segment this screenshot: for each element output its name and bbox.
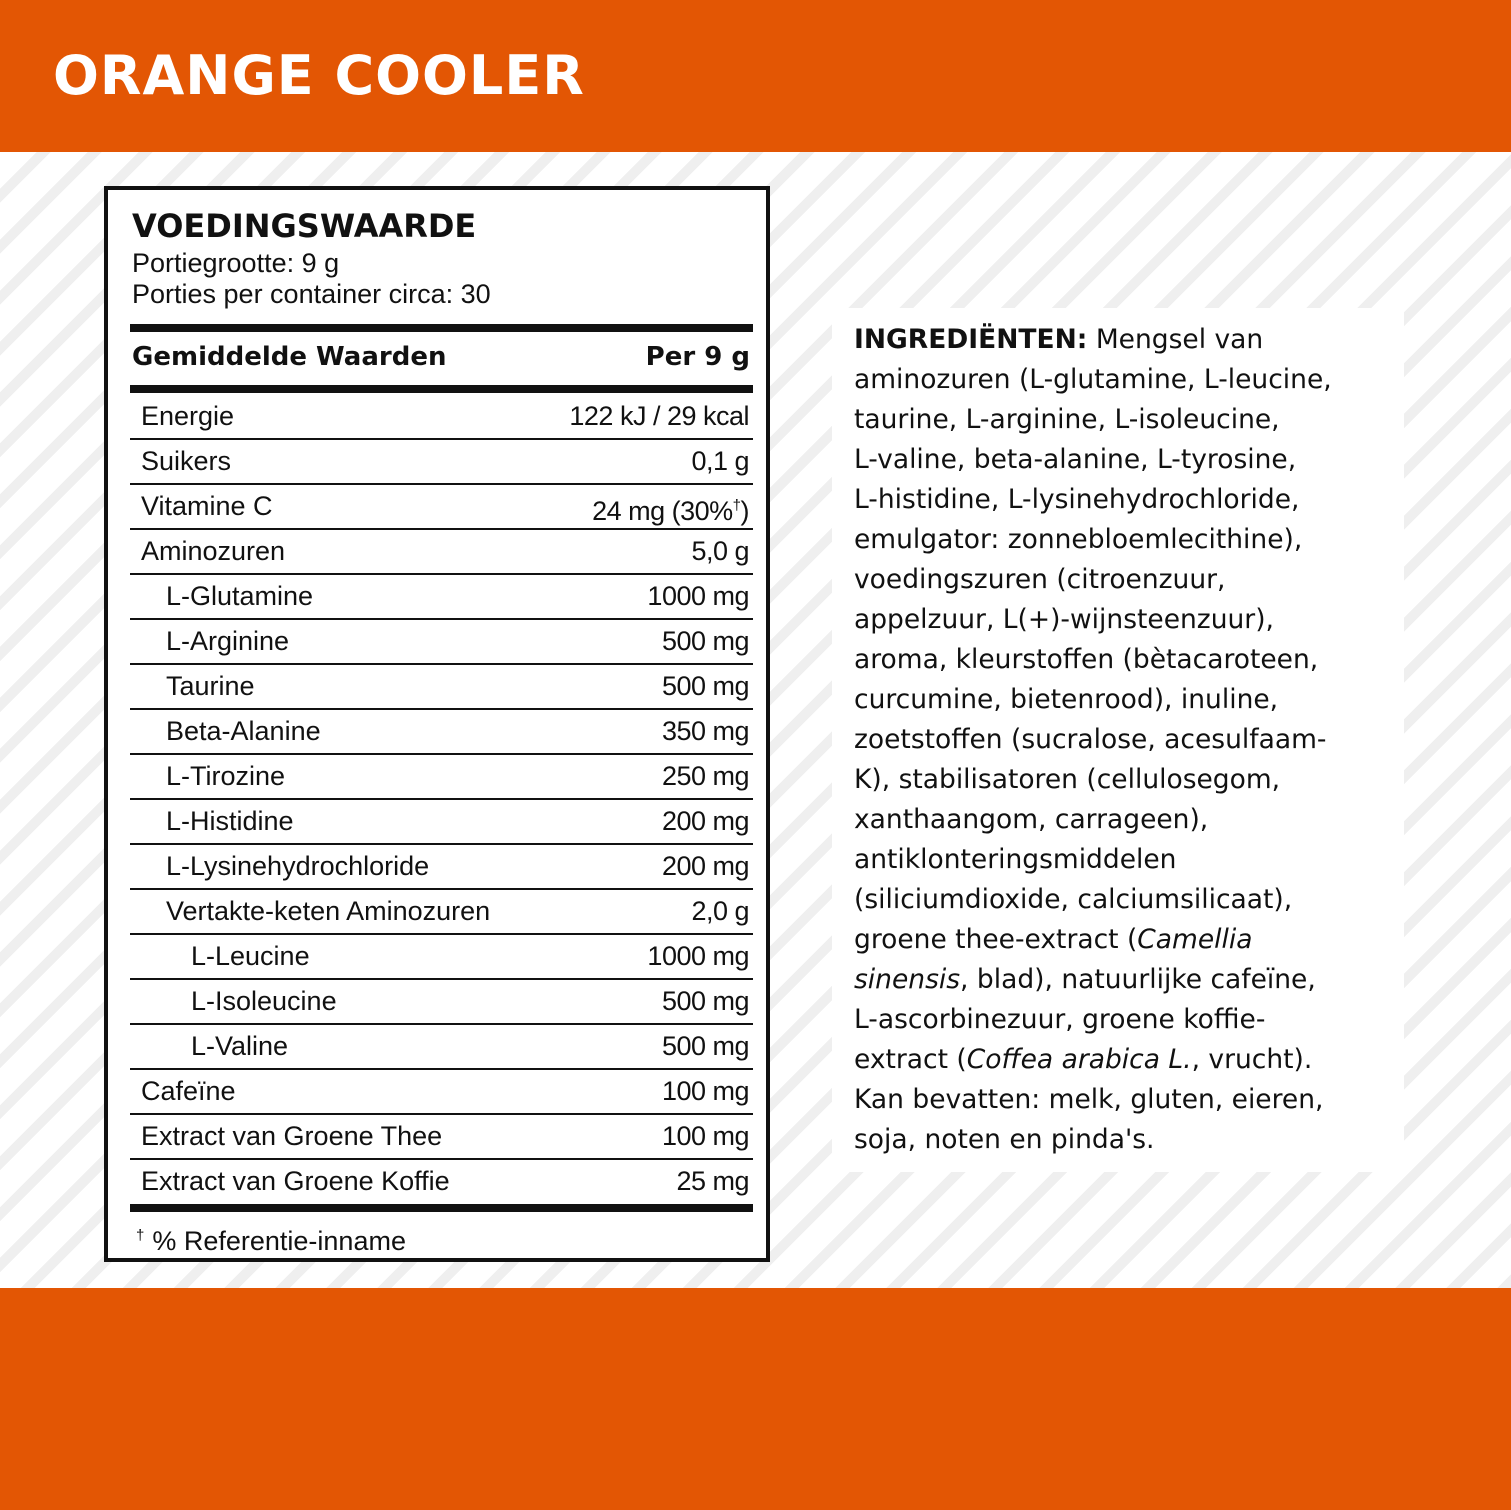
nutrient-value: 122 kJ / 29 kcal <box>569 401 749 431</box>
nutrient-value: 0,1 g <box>691 446 749 476</box>
nutrient-name: Vertakte-keten Aminozuren <box>166 896 491 926</box>
nutrient-value: 1000 mg <box>647 941 749 971</box>
ingredients-line: curcumine, bietenrood), inuline, <box>854 684 1279 715</box>
footnote <box>136 1218 406 1259</box>
nutrition-row <box>130 620 753 665</box>
footer-band <box>0 1288 1511 1510</box>
ingredients-line: voedingszuren (citroenzuur, <box>854 564 1226 595</box>
nutrition-row <box>130 710 753 755</box>
nutrition-row <box>130 530 753 575</box>
nutrient-name: L-Histidine <box>166 806 294 836</box>
nutrition-row <box>130 1115 753 1160</box>
nutrient-name: L-Valine <box>191 1031 289 1061</box>
nutrient-value: 2,0 g <box>691 896 749 926</box>
nutrient-name: Energie <box>141 401 235 431</box>
nutrition-row <box>130 440 753 485</box>
nutrient-name: Beta-Alanine <box>166 716 321 746</box>
dagger-mark: † <box>136 1227 145 1244</box>
nutrient-name: Cafeïne <box>141 1076 236 1106</box>
ingredients-fragment: Mengsel van <box>1087 324 1264 355</box>
nutrition-rows <box>130 395 753 1203</box>
ingredients-line: L-valine, beta-alanine, L-tyrosine, <box>854 444 1297 475</box>
nutrition-title: VOEDINGSWAARDE <box>132 207 477 245</box>
column-header-right: Per 9 g <box>645 342 750 372</box>
ingredients-fragment: groene thee-extract ( <box>854 924 1138 955</box>
nutrient-value: 250 mg <box>661 761 749 791</box>
nutrient-name: L-Lysinehydrochloride <box>166 851 430 881</box>
ingredients-line: (siliciumdioxide, calciumsilicaat), <box>854 884 1293 915</box>
ingredients-latin-name: sinensis <box>854 964 961 995</box>
nutrient-value: 24 mg (30%†) <box>592 496 749 526</box>
nutrient-value: 500 mg <box>661 1031 749 1061</box>
nutrient-value: 25 mg <box>676 1166 749 1196</box>
ingredients-line: zoetstoffen (sucralose, acesulfaam- <box>854 724 1327 755</box>
ingredients-line: L-ascorbinezuur, groene koffie- <box>854 1004 1266 1035</box>
ingredients-line <box>854 960 1394 1000</box>
column-header-left: Gemiddelde Waarden <box>132 342 447 372</box>
nutrient-value: 500 mg <box>661 986 749 1016</box>
divider-thick <box>130 1204 753 1212</box>
ingredients-line: soja, noten en pinda's. <box>854 1124 1155 1155</box>
ingredients-fragment: , blad), natuurlijke cafeïne, <box>960 964 1316 995</box>
ingredients-line: appelzuur, L(+)-wijnsteenzuur), <box>854 604 1274 635</box>
ingredients-line: taurine, L-arginine, L-isoleucine, <box>854 404 1280 435</box>
ingredients-line: xanthaangom, carrageen), <box>854 804 1209 835</box>
serving-size: Portiegrootte: 9 g <box>132 248 340 278</box>
nutrition-row <box>130 1025 753 1070</box>
nutrient-name: L-Arginine <box>166 626 290 656</box>
footnote-text: % Referentie-inname <box>152 1226 406 1256</box>
nutrient-name: L-Tirozine <box>166 761 286 791</box>
ingredients-line: aminozuren (L-glutamine, L-leucine, <box>854 364 1332 395</box>
ingredients-fragment: extract ( <box>854 1044 967 1075</box>
nutrient-value: 500 mg <box>661 671 749 701</box>
nutrient-name: L-Isoleucine <box>191 986 337 1016</box>
ingredients-line: Kan bevatten: melk, gluten, eieren, <box>854 1084 1324 1115</box>
nutrient-value: 100 mg <box>661 1121 749 1151</box>
product-title: ORANGE COOLER <box>53 44 585 107</box>
nutrient-name: Vitamine C <box>141 491 273 521</box>
nutrition-row <box>130 845 753 890</box>
nutrition-column-header <box>132 337 750 377</box>
nutrient-name: Extract van Groene Thee <box>141 1121 443 1151</box>
nutrient-name: L-Leucine <box>191 941 310 971</box>
nutrient-name: Taurine <box>166 671 255 701</box>
ingredients-line: antiklonteringsmiddelen <box>854 844 1177 875</box>
divider-thick <box>130 385 753 393</box>
divider-thick <box>130 324 753 332</box>
nutrition-row <box>130 890 753 935</box>
nutrition-row <box>130 665 753 710</box>
nutrient-name: Aminozuren <box>141 536 286 566</box>
ingredients-line <box>854 1040 1394 1080</box>
ingredients-panel <box>832 308 1404 1172</box>
nutrient-name: Extract van Groene Koffie <box>141 1166 450 1196</box>
header-band <box>0 0 1511 152</box>
ingredients-latin-name: Coffea arabica L. <box>966 1044 1192 1075</box>
ingredients-latin-name: Camellia <box>1137 924 1253 955</box>
nutrient-name: Suikers <box>141 446 232 476</box>
ingredients-text <box>854 320 1394 1160</box>
nutrition-row <box>130 800 753 845</box>
nutrition-row <box>130 395 753 440</box>
ingredients-fragment: , vrucht). <box>1191 1044 1313 1075</box>
ingredients-line: aroma, kleurstoffen (bètacaroteen, <box>854 644 1319 675</box>
nutrition-row <box>130 1070 753 1115</box>
nutrient-value: 100 mg <box>661 1076 749 1106</box>
nutrient-value: 5,0 g <box>691 536 749 566</box>
nutrition-row <box>130 575 753 620</box>
nutrition-row <box>130 980 753 1025</box>
nutrient-value: 1000 mg <box>647 581 749 611</box>
nutrition-row <box>130 755 753 800</box>
ingredients-line: L-histidine, L-lysinehydrochloride, <box>854 484 1300 515</box>
ingredients-line <box>854 920 1394 960</box>
nutrition-row <box>130 1160 753 1203</box>
nutrition-row <box>130 485 753 530</box>
ingredients-line: K), stabilisatoren (cellulosegom, <box>854 764 1281 795</box>
ingredients-line <box>854 320 1394 360</box>
nutrient-value: 350 mg <box>661 716 749 746</box>
ingredients-line: emulgator: zonnebloemlecithine), <box>854 524 1303 555</box>
nutrient-value: 500 mg <box>661 626 749 656</box>
servings-per-container: Porties per container circa: 30 <box>132 279 491 309</box>
nutrient-value: 200 mg <box>661 806 749 836</box>
nutrition-row <box>130 935 753 980</box>
nutrient-value: 200 mg <box>661 851 749 881</box>
nutrient-name: L-Glutamine <box>166 581 314 611</box>
nutrition-facts-panel <box>104 186 770 1262</box>
ingredients-label: INGREDIËNTEN: <box>854 324 1088 355</box>
